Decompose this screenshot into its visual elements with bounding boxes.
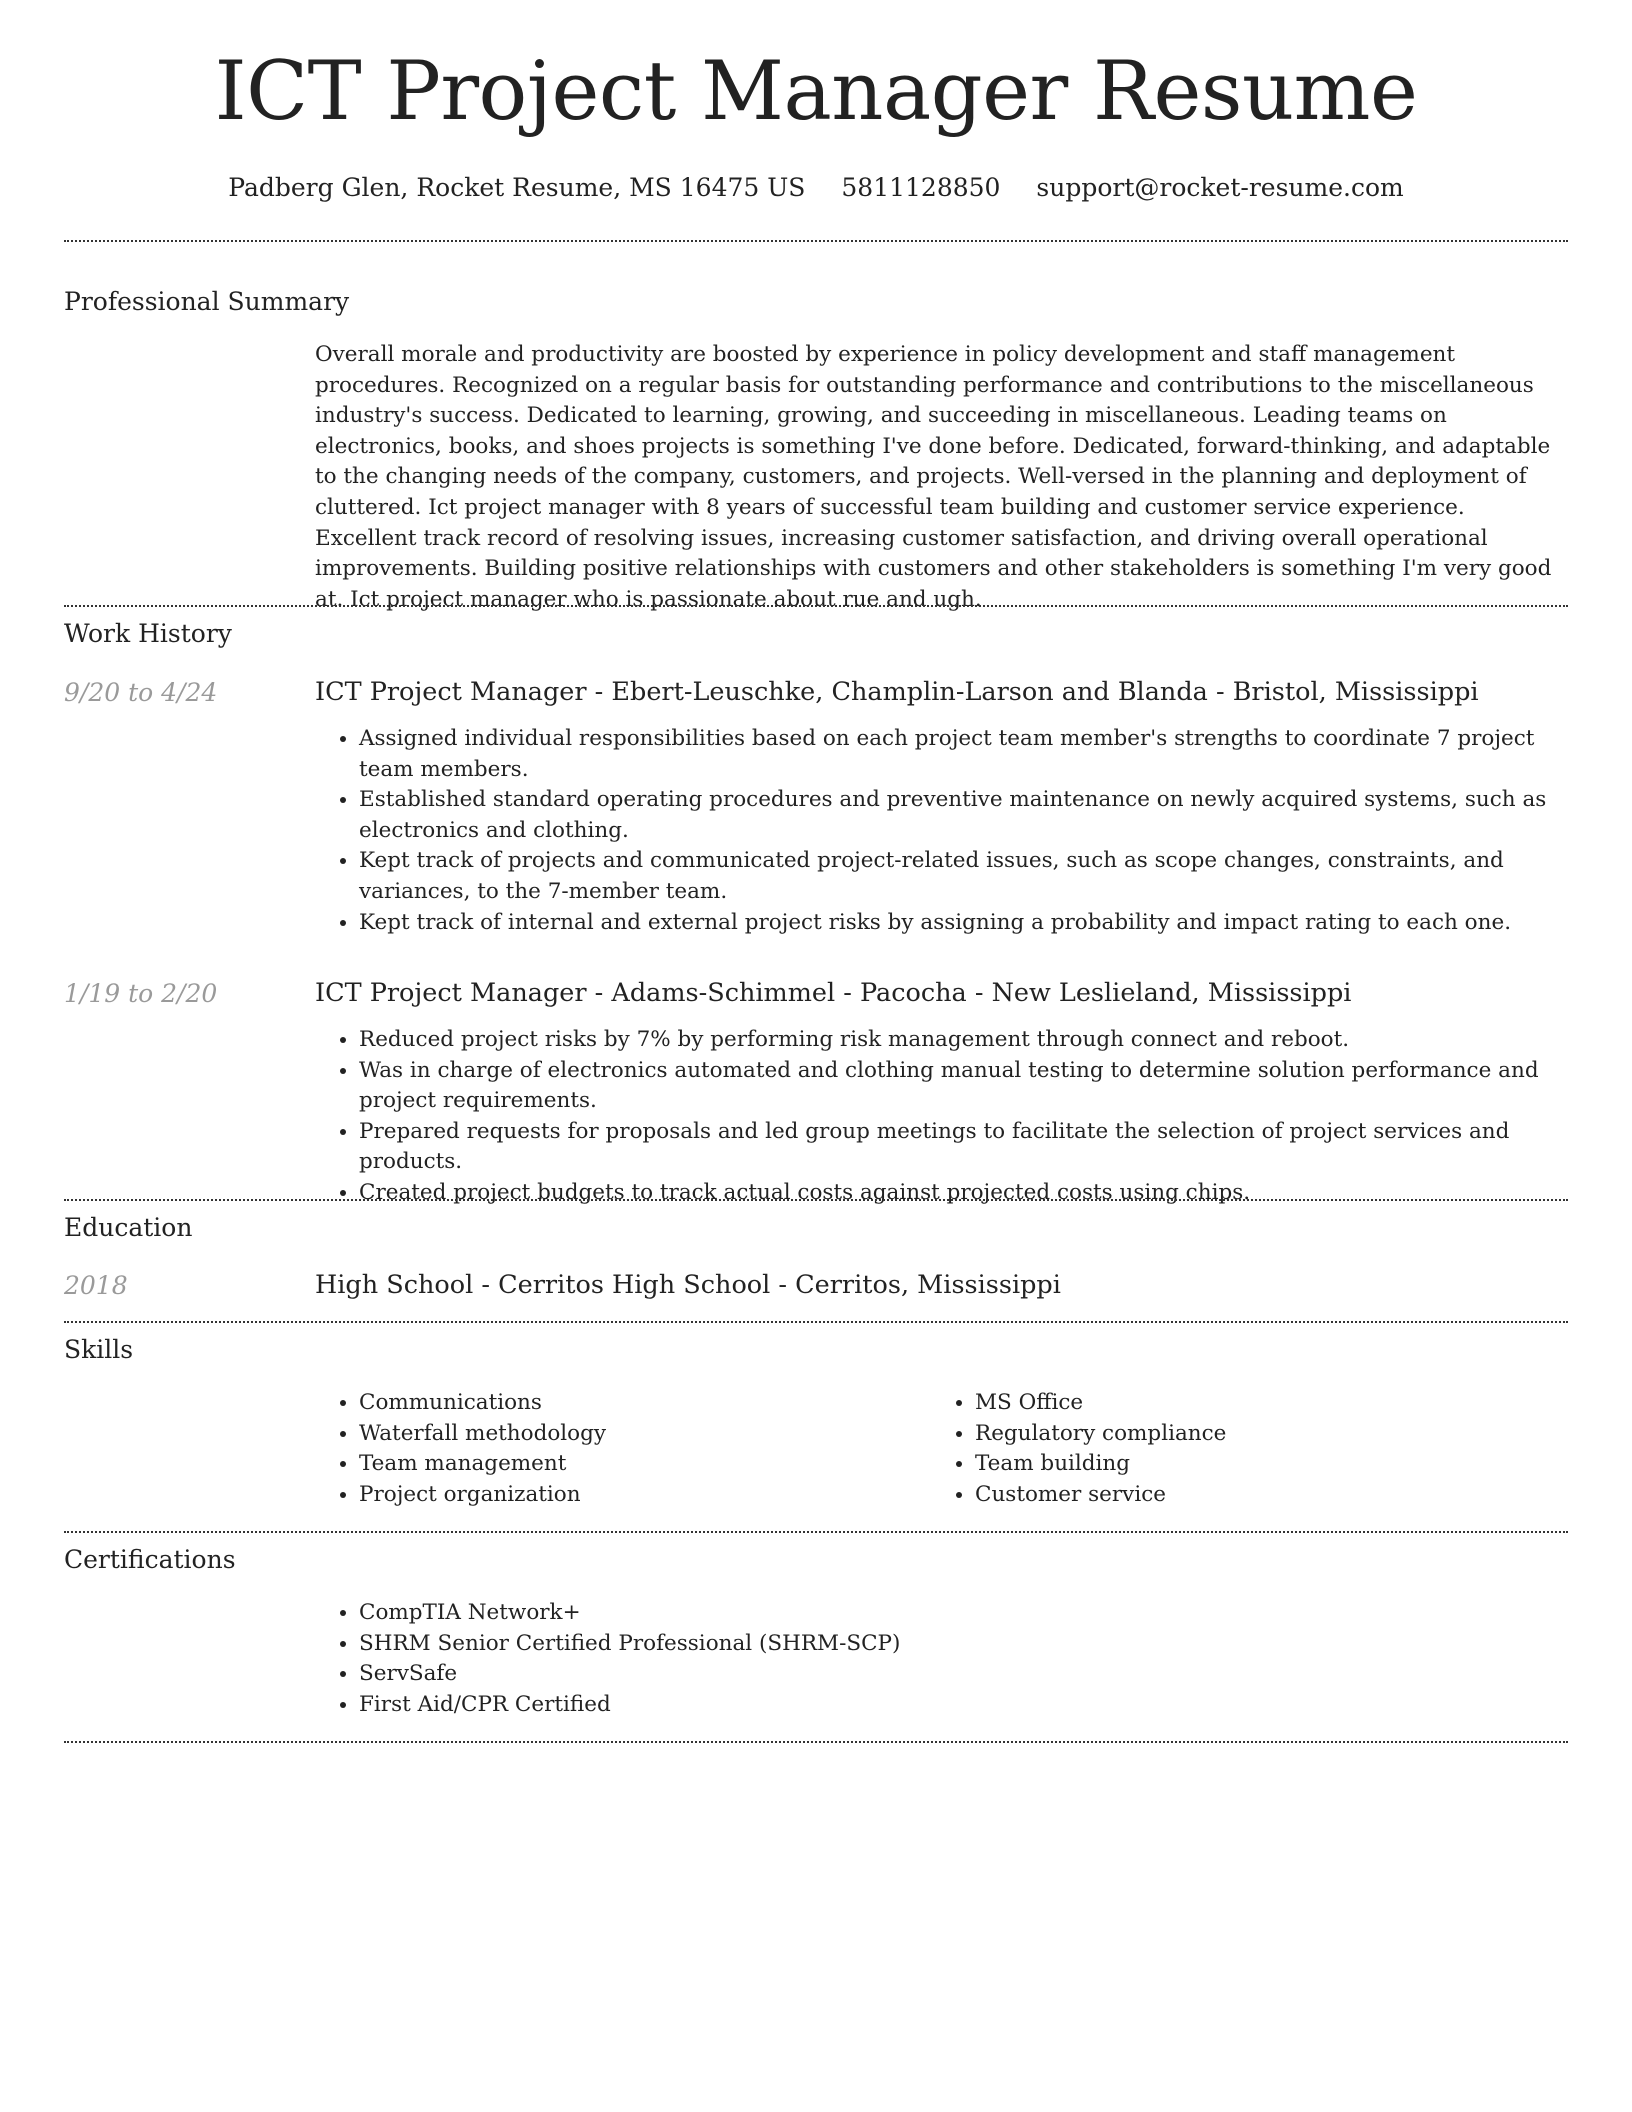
job-bullet: • Kept track of projects and communicated project-related issues, such as scope changes, constraints, and variances, to the 7-member team. [359,846,1570,907]
job-bullet: • Prepared requests for proposals and led group meetings to facilitate the selection of project services and products. [359,1117,1570,1178]
certification-item: • CompTIA Network+ [359,1598,1315,1629]
job-bullets [315,1025,1570,1209]
skill-item: • MS Office [975,1388,1531,1419]
job-date: 1/19 to 2/20 [64,979,218,1008]
section-divider [64,1531,1568,1533]
job-bullets [315,724,1570,938]
contact-line [0,175,1632,200]
job-title: ICT Project Manager - Adams-Schimmel - Pacocha - New Leslieland, Mississippi [315,978,1352,1008]
certifications-list [315,1598,1315,1720]
skills-list-left [315,1388,915,1510]
job-title: ICT Project Manager - Ebert-Leuschke, Champlin-Larson and Blanda - Bristol, Mississippi [315,677,1479,707]
section-divider [64,605,1568,607]
contact-email: support@rocket-resume.com [1036,173,1404,202]
certification-item: • ServSafe [359,1659,1315,1690]
skill-item: • Customer service [975,1480,1531,1511]
job-bullet: • Established standard operating procedures and preventive maintenance on newly acquired systems, such as electronics and clothing. [359,785,1570,846]
contact-phone: 5811128850 [841,173,1001,202]
skills-list-right [931,1388,1531,1510]
certification-item: • SHRM Senior Certified Professional (SHRM-SCP) [359,1629,1315,1660]
section-divider [64,1199,1568,1201]
skill-item: • Waterfall methodology [359,1419,915,1450]
certification-item: • First Aid/CPR Certified [359,1690,1315,1721]
job-bullet: • Was in charge of electronics automated and clothing manual testing to determine solution performance and project requirements. [359,1056,1570,1117]
contact-address: Padberg Glen, Rocket Resume, MS 16475 US [228,173,806,202]
education-entry: High School - Cerritos High School - Cerritos, Mississippi [315,1270,1061,1300]
certifications-heading: Certifications [64,1545,236,1574]
skills-heading: Skills [64,1335,134,1364]
skill-item: • Regulatory compliance [975,1419,1531,1450]
education-date: 2018 [64,1271,128,1300]
skill-item: • Team management [359,1449,915,1480]
education-heading: Education [64,1213,193,1242]
section-divider [64,1741,1568,1743]
skill-item: • Communications [359,1388,915,1419]
section-divider [64,1321,1568,1323]
job-bullet: • Created project budgets to track actual costs against projected costs using chips. [359,1178,1570,1209]
job-bullet: • Reduced project risks by 7% by performing risk management through connect and reboot. [359,1025,1570,1056]
skill-item: • Project organization [359,1480,915,1511]
job-date: 9/20 to 4/24 [64,678,218,707]
section-divider [64,240,1568,242]
work-history-heading: Work History [64,619,232,648]
resume-title: ICT Project Manager Resume [214,45,1418,139]
summary-text: Overall morale and productivity are boosted by experience in policy development and staff management procedures. Recognized on a regular basis for outstanding performance and contributions to the miscellaneous industry's success. Dedicated to learning, growing, and succeeding in miscellaneous. Leading teams on electronics, books, and shoes projects is something I've done before. Dedicated, forward-thinking, and adaptable to the changing needs of the company, customers, and projects. Well-versed in the planning and deployment of cluttered. Ict project manager with 8 years of successful team building and customer service experience. Excellent track record of resolving issues, increasing customer satisfaction, and driving overall operational improvements. Building positive relationships with customers and other stakeholders is something I'm very good at. Ict project manager who is passionate about rue and ugh. [315,342,1552,612]
job-bullet: • Kept track of internal and external project risks by assigning a probability and impact rating to each one. [359,908,1570,939]
summary-heading: Professional Summary [64,287,350,316]
job-bullet: • Assigned individual responsibilities based on each project team member's strengths to coordinate 7 project team members. [359,724,1570,785]
skill-item: • Team building [975,1449,1531,1480]
